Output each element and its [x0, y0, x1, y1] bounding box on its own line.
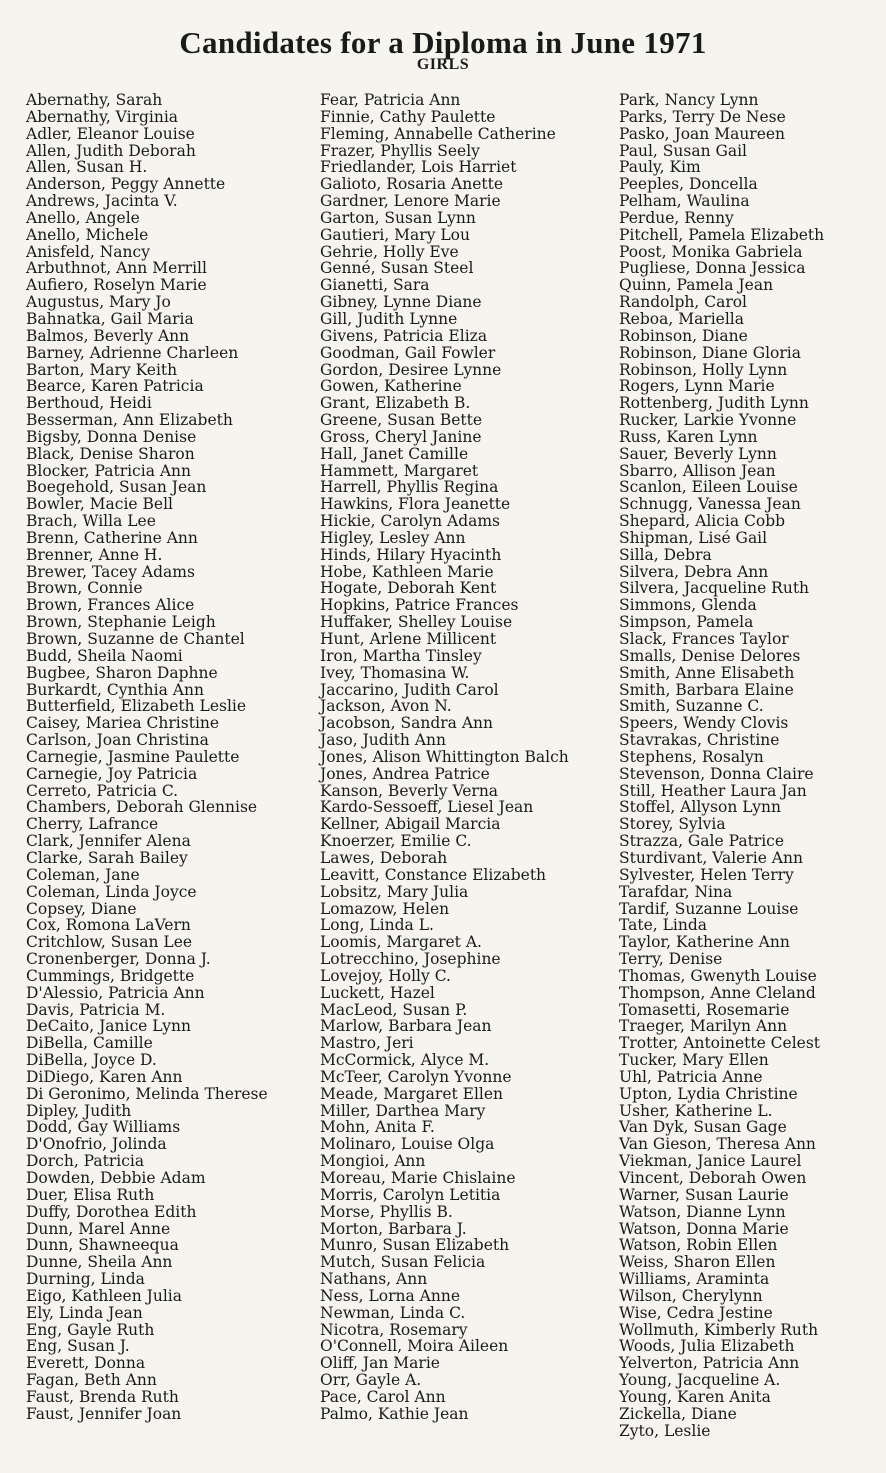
candidate-name: Arbuthnot, Ann Merrill — [26, 259, 207, 278]
candidate-name: Wollmuth, Kimberly Ruth — [619, 1320, 819, 1339]
candidate-name: Sbarro, Allison Jean — [619, 461, 776, 480]
candidate-name: Upton, Lydia Christine — [619, 1084, 798, 1103]
candidate-name: Barney, Adrienne Charleen — [26, 343, 239, 362]
candidate-name: Tardif, Suzanne Louise — [619, 899, 799, 918]
candidate-name: Wise, Cedra Jestine — [619, 1303, 773, 1322]
candidate-name: Rucker, Larkie Yvonne — [619, 411, 797, 430]
candidate-name: Jones, Alison Whittington Balch — [320, 747, 569, 766]
candidate-name: Finnie, Cathy Paulette — [320, 107, 496, 126]
candidate-name: Slack, Frances Taylor — [619, 630, 789, 648]
candidate-name: Clarke, Sarah Bailey — [26, 848, 188, 867]
candidate-name: Hammett, Margaret — [320, 461, 479, 480]
candidate-name: Brown, Stephanie Leigh — [26, 613, 216, 632]
candidate-name: Russ, Karen Lynn — [619, 427, 758, 446]
candidate-name: Gautieri, Mary Lou — [320, 225, 470, 244]
candidate-name: Shepard, Alicia Cobb — [619, 512, 786, 531]
candidate-name: Bahnatka, Gail Maria — [26, 309, 194, 328]
candidate-name: Hopkins, Patrice Frances — [320, 596, 519, 615]
candidate-name: Traeger, Marilyn Ann — [619, 1017, 788, 1036]
candidate-name: Silvera, Debra Ann — [619, 562, 769, 581]
candidate-name: Jones, Andrea Patrice — [320, 764, 490, 783]
candidate-name: Burkardt, Cynthia Ann — [26, 680, 204, 699]
candidate-name: Marlow, Barbara Jean — [320, 1017, 492, 1036]
candidate-name: Gross, Cheryl Janine — [320, 427, 482, 446]
candidate-name: Leavitt, Constance Elizabeth — [320, 865, 547, 884]
candidate-name: Cherry, Lafrance — [26, 815, 159, 834]
candidate-name: Anderson, Peggy Annette — [26, 175, 226, 194]
candidate-name: Dodd, Gay Williams — [26, 1118, 181, 1137]
candidate-name: Viekman, Janice Laurel — [619, 1152, 802, 1171]
candidate-name: Brown, Frances Alice — [26, 596, 195, 615]
candidate-name: Ness, Lorna Anne — [320, 1286, 461, 1305]
candidate-name: Schnugg, Vanessa Jean — [619, 495, 801, 514]
candidate-name: Higley, Lesley Ann — [320, 528, 466, 547]
candidate-name: Nathans, Ann — [320, 1270, 428, 1289]
candidate-name: Quinn, Pamela Jean — [619, 276, 774, 295]
candidate-name: Friedlander, Lois Harriet — [320, 158, 517, 177]
candidate-name: Orr, Gayle A. — [320, 1371, 422, 1390]
candidate-name: Critchlow, Susan Lee — [26, 933, 193, 952]
candidate-name: Pace, Carol Ann — [320, 1387, 446, 1406]
candidate-name: Budd, Sheila Naomi — [26, 646, 183, 665]
candidate-name: McCormick, Alyce M. — [320, 1051, 490, 1070]
candidate-name: Loomis, Margaret A. — [320, 933, 482, 952]
candidate-name: Bowler, Macie Bell — [26, 495, 174, 514]
candidate-name: Grant, Elizabeth B. — [320, 394, 471, 413]
candidate-name: Hawkins, Flora Jeanette — [320, 495, 511, 514]
candidate-name: Stevenson, Donna Claire — [619, 764, 814, 783]
candidate-name: Lomazow, Helen — [320, 899, 450, 918]
candidate-name: Augustus, Mary Jo — [26, 293, 171, 312]
candidate-name: Dunn, Shawneequa — [26, 1236, 179, 1255]
candidate-name: Chambers, Deborah Glennise — [26, 798, 258, 817]
candidate-name: Rottenberg, Judith Lynn — [619, 394, 809, 413]
candidate-name: Eng, Gayle Ruth — [26, 1320, 155, 1339]
candidate-name: Genné, Susan Steel — [320, 259, 474, 278]
candidate-name: Ivey, Thomasina W. — [320, 663, 470, 682]
candidate-name: D'Alessio, Patricia Ann — [26, 983, 205, 1002]
candidate-name: Jackson, Avon N. — [320, 697, 452, 716]
candidate-name: Gehrie, Holly Eve — [320, 242, 459, 261]
candidate-name: O'Connell, Moira Aileen — [320, 1337, 509, 1356]
candidate-name: Woods, Julia Elizabeth — [619, 1337, 795, 1356]
candidate-name: Newman, Linda C. — [320, 1303, 466, 1322]
candidate-name: Robinson, Holly Lynn — [619, 360, 788, 379]
candidate-name: Iron, Martha Tinsley — [320, 646, 482, 665]
candidate-name: Abernathy, Sarah — [26, 91, 163, 109]
candidate-name: Bigsby, Donna Denise — [26, 427, 197, 446]
candidate-name: Kardo-Sessoeff, Liesel Jean — [320, 798, 534, 817]
candidate-name: Morton, Barbara J. — [320, 1219, 467, 1238]
candidate-name: Faust, Jennifer Joan — [26, 1404, 182, 1423]
candidate-name: Lawes, Deborah — [320, 848, 448, 867]
candidate-name: Coleman, Jane — [26, 865, 140, 884]
candidate-name: Van Dyk, Susan Gage — [619, 1118, 787, 1137]
candidate-name: Randolph, Carol — [619, 293, 748, 312]
candidate-name: Scanlon, Eileen Louise — [619, 478, 798, 497]
candidate-name: Thompson, Anne Cleland — [619, 983, 816, 1002]
candidate-name: Fear, Patricia Ann — [320, 91, 461, 109]
candidate-name: Morris, Carolyn Letitia — [320, 1185, 501, 1204]
candidate-name: Everett, Donna — [26, 1354, 146, 1373]
candidate-name: Bearce, Karen Patricia — [26, 377, 204, 396]
candidate-name: DiBella, Camille — [26, 1034, 153, 1053]
candidate-name: Duffy, Dorothea Edith — [26, 1202, 197, 1221]
candidate-name: Stavrakas, Christine — [619, 731, 780, 750]
candidate-name: Pasko, Joan Maureen — [619, 124, 786, 143]
candidate-name: Berthoud, Heidi — [26, 394, 152, 413]
candidate-name: Mutch, Susan Felicia — [320, 1253, 486, 1272]
candidate-name: Lobsitz, Mary Julia — [320, 882, 469, 901]
candidate-name: Pitchell, Pamela Elizabeth — [619, 225, 825, 244]
candidate-name: Miller, Darthea Mary — [320, 1101, 486, 1120]
candidate-name: Reboa, Mariella — [619, 309, 744, 328]
candidate-name: Luckett, Hazel — [320, 983, 435, 1002]
candidate-name: Speers, Wendy Clovis — [619, 714, 789, 733]
candidate-name: Copsey, Diane — [26, 899, 137, 918]
candidate-name: Storey, Sylvia — [619, 815, 726, 834]
candidate-name: Warner, Susan Laurie — [619, 1185, 789, 1204]
candidate-name: Carnegie, Jasmine Paulette — [26, 747, 240, 766]
candidate-name: Adler, Eleanor Louise — [26, 124, 195, 143]
candidate-name: Vincent, Deborah Owen — [619, 1169, 807, 1187]
candidate-name: Dunn, Marel Anne — [26, 1219, 171, 1238]
name-column-1 — [26, 92, 326, 1423]
candidate-name: Simpson, Pamela — [619, 613, 754, 632]
candidate-name: Tucker, Mary Ellen — [619, 1051, 769, 1070]
candidate-name: Brown, Connie — [26, 579, 143, 598]
candidate-name: Smith, Suzanne C. — [619, 697, 764, 716]
candidate-name: Knoerzer, Emilie C. — [320, 832, 472, 851]
candidate-name: Jacobson, Sandra Ann — [320, 714, 494, 733]
candidate-name: Dipley, Judith — [26, 1101, 132, 1120]
candidate-name: Cerreto, Patricia C. — [26, 781, 179, 800]
candidate-name: Meade, Margaret Ellen — [320, 1084, 504, 1103]
candidate-name: Dunne, Sheila Ann — [26, 1253, 173, 1272]
candidate-name: Barton, Mary Keith — [26, 360, 178, 379]
candidate-name: Hunt, Arlene Millicent — [320, 630, 497, 648]
candidate-name: Hinds, Hilary Hyacinth — [320, 545, 502, 564]
candidate-name: Oliff, Jan Marie — [320, 1354, 440, 1373]
candidate-name: Brach, Willa Lee — [26, 512, 156, 531]
candidate-name: Young, Karen Anita — [619, 1387, 771, 1406]
candidate-name: Bugbee, Sharon Daphne — [26, 663, 218, 682]
candidate-name: Gill, Judith Lynne — [320, 309, 458, 328]
candidate-name: Pelham, Waulina — [619, 192, 750, 211]
candidate-name: Stoffel, Allyson Lynn — [619, 798, 781, 817]
candidate-name: Faust, Brenda Ruth — [26, 1387, 179, 1406]
candidate-name: Smalls, Denise Delores — [619, 646, 801, 665]
page-title: Candidates for a Diploma in June 1971 — [179, 24, 707, 60]
candidate-name: Caisey, Mariea Christine — [26, 714, 220, 733]
candidate-name: Watson, Donna Marie — [619, 1219, 789, 1238]
candidate-name: Carlson, Joan Christina — [26, 731, 209, 750]
candidate-name: Silla, Debra — [619, 545, 712, 564]
candidate-name: Gianetti, Sara — [320, 276, 430, 295]
candidate-name: Blocker, Patricia Ann — [26, 461, 192, 480]
candidate-name: Gordon, Desiree Lynne — [320, 360, 502, 379]
candidate-name: Lotrecchino, Josephine — [320, 950, 501, 969]
candidate-name: Usher, Katherine L. — [619, 1101, 773, 1120]
candidate-name: Van Gieson, Theresa Ann — [619, 1135, 816, 1154]
candidate-name: Thomas, Gwenyth Louise — [619, 966, 817, 985]
candidate-name: Moreau, Marie Chislaine — [320, 1169, 516, 1187]
candidate-name: Aufiero, Roselyn Marie — [26, 276, 207, 295]
candidate-name: Robinson, Diane Gloria — [619, 343, 801, 362]
candidate-name: MacLeod, Susan P. — [320, 1000, 468, 1019]
candidate-name: Peeples, Doncella — [619, 175, 758, 194]
candidate-name: Wilson, Cherylynn — [619, 1286, 763, 1305]
candidate-name: Rogers, Lynn Marie — [619, 377, 775, 396]
candidate-name: Cox, Romona LaVern — [26, 916, 191, 935]
candidate-name: DeCaito, Janice Lynn — [26, 1017, 191, 1036]
candidate-name: Brown, Suzanne de Chantel — [26, 630, 245, 648]
candidate-name: Terry, Denise — [619, 950, 723, 969]
candidate-name: DiDiego, Karen Ann — [26, 1067, 183, 1086]
candidate-name: Morse, Phyllis B. — [320, 1202, 453, 1221]
candidate-name: Sylvester, Helen Terry — [619, 865, 794, 884]
candidate-name: Gardner, Lenore Marie — [320, 192, 501, 211]
candidate-name: Watson, Dianne Lynn — [619, 1202, 786, 1221]
candidate-name: Zickella, Diane — [619, 1404, 737, 1423]
candidate-name: Fleming, Annabelle Catherine — [320, 124, 556, 143]
candidate-name: Garton, Susan Lynn — [320, 208, 476, 227]
candidate-name: Gowen, Katherine — [320, 377, 462, 396]
candidate-name: Cummings, Bridgette — [26, 966, 195, 985]
candidate-name: Sauer, Beverly Lynn — [619, 444, 777, 463]
candidate-name: Greene, Susan Bette — [320, 411, 483, 430]
candidate-name: Kellner, Abigail Marcia — [320, 815, 501, 834]
candidate-name: Still, Heather Laura Jan — [619, 781, 807, 800]
candidate-name: Watson, Robin Ellen — [619, 1236, 778, 1255]
candidate-name: Poost, Monika Gabriela — [619, 242, 803, 261]
candidate-name: Munro, Susan Elizabeth — [320, 1236, 510, 1255]
candidate-name: Anello, Angele — [26, 208, 140, 227]
candidate-name: Nicotra, Rosemary — [320, 1320, 468, 1339]
candidate-name: Robinson, Diane — [619, 326, 748, 345]
candidate-name: Harrell, Phyllis Regina — [320, 478, 499, 497]
candidate-name: Mongioi, Ann — [320, 1152, 426, 1171]
candidate-name: Sturdivant, Valerie Ann — [619, 848, 803, 867]
candidate-name: Balmos, Beverly Ann — [26, 326, 190, 345]
candidate-name: Park, Nancy Lynn — [619, 91, 759, 109]
candidate-name: Butterfield, Elizabeth Leslie — [26, 697, 247, 716]
section-heading: GIRLS — [416, 56, 470, 73]
candidate-name: Hogate, Deborah Kent — [320, 579, 497, 598]
candidate-name: Cronenberger, Donna J. — [26, 950, 211, 969]
candidate-name: Simmons, Glenda — [619, 596, 757, 615]
candidate-name: Tate, Linda — [619, 916, 708, 935]
candidate-name: Anisfeld, Nancy — [26, 242, 150, 261]
candidate-name: Strazza, Gale Patrice — [619, 832, 785, 851]
candidate-name: Brenn, Catherine Ann — [26, 528, 198, 547]
candidate-name: Durning, Linda — [26, 1270, 145, 1289]
candidate-name: Perdue, Renny — [619, 208, 734, 227]
candidate-name: Ely, Linda Jean — [26, 1303, 143, 1322]
candidate-name: Palmo, Kathie Jean — [320, 1404, 469, 1423]
candidate-name: Clark, Jennifer Alena — [26, 832, 191, 851]
candidate-name: Williams, Araminta — [619, 1270, 770, 1289]
candidate-name: Gibney, Lynne Diane — [320, 293, 482, 312]
candidate-name: Frazer, Phyllis Seely — [320, 141, 480, 160]
candidate-name: Anello, Michele — [26, 225, 149, 244]
candidate-name: Taylor, Katherine Ann — [619, 933, 790, 952]
candidate-name: Coleman, Linda Joyce — [26, 882, 197, 901]
candidate-name: Young, Jacqueline A. — [619, 1371, 781, 1390]
candidate-name: McTeer, Carolyn Yvonne — [320, 1067, 512, 1086]
candidate-name: Duer, Elisa Ruth — [26, 1185, 155, 1204]
candidate-name: Hobe, Kathleen Marie — [320, 562, 494, 581]
candidate-name: Givens, Patricia Eliza — [320, 326, 488, 345]
candidate-name: Yelverton, Patricia Ann — [619, 1354, 800, 1373]
name-column-3 — [619, 92, 886, 1440]
candidate-name: Kanson, Beverly Verna — [320, 781, 499, 800]
candidate-name: Hickie, Carolyn Adams — [320, 512, 501, 531]
candidate-name: Goodman, Gail Fowler — [320, 343, 496, 362]
candidate-name: Molinaro, Louise Olga — [320, 1135, 495, 1154]
candidate-name: Long, Linda L. — [320, 916, 434, 935]
candidate-name: D'Onofrio, Jolinda — [26, 1135, 167, 1154]
candidate-name: Andrews, Jacinta V. — [26, 192, 178, 211]
candidate-name: Hall, Janet Camille — [320, 444, 469, 463]
candidate-name: Trotter, Antoinette Celest — [619, 1034, 821, 1053]
candidate-name: Galioto, Rosaria Anette — [320, 175, 503, 194]
candidate-name: Boegehold, Susan Jean — [26, 478, 207, 497]
candidate-name: Pugliese, Donna Jessica — [619, 259, 806, 278]
candidate-name: Lovejoy, Holly C. — [320, 966, 451, 985]
candidate-name: Besserman, Ann Elizabeth — [26, 411, 233, 430]
candidate-name: Paul, Susan Gail — [619, 141, 748, 160]
name-column-2 — [320, 92, 620, 1423]
candidate-name: Huffaker, Shelley Louise — [320, 613, 513, 632]
candidate-name: Fagan, Beth Ann — [26, 1371, 157, 1390]
candidate-name: Mohn, Anita F. — [320, 1118, 435, 1137]
candidate-name: Dorch, Patricia — [26, 1152, 145, 1171]
candidate-name: Uhl, Patricia Anne — [619, 1067, 763, 1086]
candidate-name: Smith, Barbara Elaine — [619, 680, 794, 699]
candidate-name: Pauly, Kim — [619, 158, 701, 177]
candidate-name: Carnegie, Joy Patricia — [26, 764, 198, 783]
candidate-name: Davis, Patricia M. — [26, 1000, 166, 1019]
candidate-name: DiBella, Joyce D. — [26, 1051, 157, 1070]
candidate-name: Brenner, Anne H. — [26, 545, 163, 564]
candidate-name: Silvera, Jacqueline Ruth — [619, 579, 810, 598]
candidate-name: Abernathy, Virginia — [26, 107, 179, 126]
candidate-name: Eng, Susan J. — [26, 1337, 130, 1356]
candidate-name: Allen, Susan H. — [26, 158, 148, 177]
candidate-name: Eigo, Kathleen Julia — [26, 1286, 182, 1305]
candidate-name: Tomasetti, Rosemarie — [619, 1000, 790, 1019]
candidate-name: Weiss, Sharon Ellen — [619, 1253, 776, 1272]
candidate-name: Dowden, Debbie Adam — [26, 1169, 206, 1187]
candidate-name: Parks, Terry De Nese — [619, 107, 786, 126]
candidate-name: Stephens, Rosalyn — [619, 747, 764, 766]
candidate-name: Jaccarino, Judith Carol — [320, 680, 499, 699]
candidate-name: Smith, Anne Elisabeth — [619, 663, 795, 682]
candidate-name: Allen, Judith Deborah — [26, 141, 196, 160]
candidate-name: Black, Denise Sharon — [26, 444, 195, 463]
candidate-name: Zyto, Leslie — [619, 1421, 711, 1440]
candidate-name: Shipman, Lisé Gail — [619, 528, 768, 547]
candidate-name: Brewer, Tacey Adams — [26, 562, 195, 581]
candidate-name: Jaso, Judith Ann — [320, 731, 446, 750]
candidate-name: Tarafdar, Nina — [619, 882, 733, 901]
candidate-name: Di Geronimo, Melinda Therese — [26, 1084, 268, 1103]
candidate-name: Mastro, Jeri — [320, 1034, 414, 1053]
